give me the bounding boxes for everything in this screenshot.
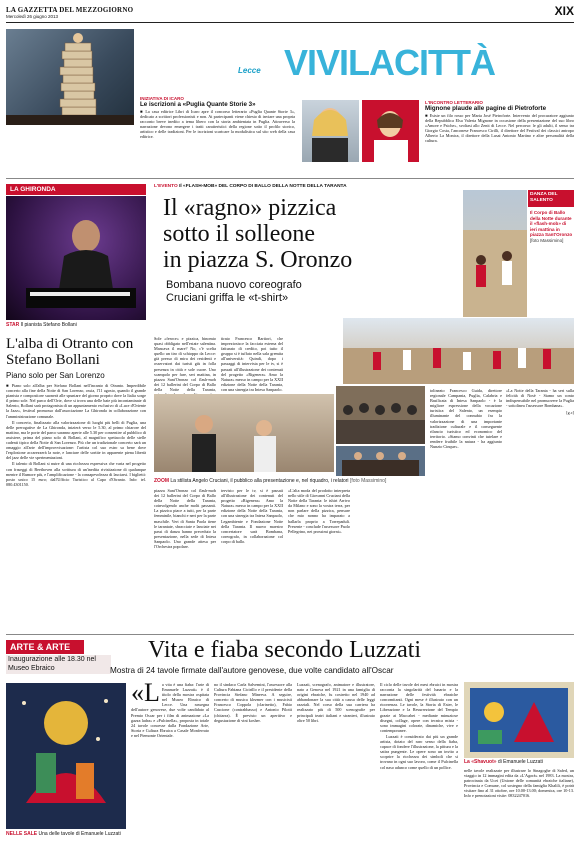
ghironda-body-1: ■ Piano solo all'alba per Stefano Bollani nell'incanto di Otranto. Imperdibile concerto alla fine della Notte di San Lorenzo, ossia, l'11 agosto, quando il grande pianista e compositore suonerà alle spuntare del giorno proprio dove la Italia sorge il primo sole. Nel parco dell'Orte, dove si trova una delle baie più incontaminate di Salento, Bollani sarà protagonista di un appuntamento esclusivo di «Luce d'Oriente la Jazz», festival promosso dall'associazione La Ghironda in collaborazione con l'amministrazione comunale. (6, 383, 146, 419)
arte-col-1-text: a vita è una fiaba: l'arte di Emanuele Luzzati» è il titolo della mostra ospitata nel Museo Ebraico di Lecce. Una rassegna dell'autore genovese, due volte candidato al Premio Oscar per i film di animazione «La gazza ladra» e «Pulcinella», proposta in totale 24 tavole concesse dalla Fondazione Arte, Storia e Cultura Ebraica a Casale Monferrato e nel Piemonte Orientale. (131, 682, 209, 738)
top-left-headline: Le iscrizioni a «Puglia Quante Storie 3» (140, 101, 256, 108)
books-illustration (6, 29, 134, 125)
masthead-rule (6, 22, 574, 23)
main-col-3 (154, 488, 216, 628)
page-number: XIX (554, 4, 574, 18)
zoom-caption-credit: [foto Massimino] (349, 478, 387, 484)
arte-col-2-text: no il sindaco Carla Salvemini, l'assessore alla Cultura Fabiana Cicirillo e il presidente della Provincia Stefano Minerva. A seguire, concerto di musica klezmer con i musicisti Francesco Coppola (clarinetto), Fabio Cascione (contrabbasso) e Antonio Pilotti (chitarra). È previsto un aperitivo e degustazione di vini kosher. (214, 682, 292, 723)
dance-photo-main (463, 190, 527, 317)
main-kicker-text: Il «FLASH-MOB» DEL CORPO DI BALLO DELLA NOTTE DELLA TARANTA (179, 184, 347, 189)
main-headline-line-2: sotto il solleone (163, 221, 315, 247)
bollani-photo (6, 196, 146, 320)
dance-photo-strip (343, 318, 574, 384)
luzzati-photo-1 (6, 683, 126, 829)
shavuot-caption-text: di Emanuele Luzzati (497, 759, 543, 765)
arte-col-4 (380, 682, 458, 830)
nelle-caption (6, 831, 156, 837)
top-left-body: ■ La casa editrice Libri di Icaro apre il concorso letterario «Puglia Quante Storie 3», dedicato a scrittori professionisti e non. Ai partecipanti viene chiesto di inviare una propria racconto breve inedito a tema libero con la storia ambientata in Puglia. Attraverso la narrazione devono emergere i tratti caratteristici della regione sotto il profilo storico, artistico e delle tradizioni. Per le iscrizioni scaricare la modulistica sul sito web della casa editrice. (140, 109, 295, 140)
main-subhead-line-2: Cruciani griffa le «t-shirt» (166, 292, 289, 304)
ghironda-body-2: Il concerto, finalizzato alla valorizzazione di luoghi più belli di Puglia, una delle prerogative de La Ghironda, inizierà verso le 5.30, al primo chiarore del mattino, ma le porte del parco saranno aperte alle 5.30 per consentire al pubblico di assistere, prima del piano solo di Bollani, al magnifico spettacolo delle stelle cadenti tipico della Notte di San Lorenzo. Più che un tradizionale concerto sarà un omaggio all'arte dell'improvvisazione: l'artista col suo estro sa bene dove l'esplosione accarezzerà la note, e lanciare delle sortite in apparente piena libertà del jazz delle vie sperimentazioni. (6, 419, 146, 461)
main-headline (163, 195, 463, 273)
arte-col-2 (214, 682, 292, 830)
main-end-mark: [g.c] (566, 410, 574, 416)
main-col-3-text: piazza Sant'Oronzo col flash-mob dei 12 ballerini del Corpo di Ballo della Notte della Taranta, coinvolgendo anche molti passanti. La pizzica piace a tutti, per la parte femminile, bianchi e neri per la parte maschile. Vert di Santa Paola tiene le tarantate, sbracciate e lanciate nei passi di danza hanno preceduto la presentazione, nella sede di Intesa Sanpaolo. Uno grande attesa per l'Orchestra popolare. (154, 488, 216, 550)
main-col-5 (288, 488, 350, 628)
dance-side-caption-text: Il Corpo di Ballo della Notte durante il «flash-mob» di ieri mattina in piazza Sant'Oronzo (530, 210, 573, 238)
main-headline-line-1: Il «ragno» pizzica (163, 195, 337, 221)
main-col-7-text: «La Notte della Taranta - ha seri sulla felicità di Nosè - Siamo un conto indispensabile nel promuovere la Puglia - sottolinea l'assessore Bombana». (506, 388, 574, 409)
zoom-photo-2 (336, 386, 425, 444)
ghironda-headline: L'alba di Otranto con Stefano Bollani (6, 336, 134, 368)
arte-col-6 (464, 768, 574, 836)
arte-subhead: Mostra di 24 tavole firmate dall'autore genovese, due volte candidato all'Oscar (110, 666, 394, 675)
dance-side-credit: [foto Massimino] (530, 237, 564, 243)
masthead (6, 4, 574, 22)
dance-side-label: DANZA DEL SALENTO (528, 190, 574, 207)
ghironda-subhead: Piano solo per San Lorenzo (6, 371, 105, 380)
main-subhead-line-1: Bombana nuovo coreografo (166, 279, 302, 291)
bollani-caption-lead: STAR (6, 322, 20, 328)
arte-headline: Vita e fiaba secondo Luzzati (148, 637, 422, 663)
shavuot-photo (464, 682, 574, 758)
main-kicker (154, 184, 534, 189)
main-col-5-text: «L'alta moda del prodotto interpreta nello stile di Giovanni Cruciani della Notte della Taranta: le tshirt Arrivo da Milano e sono la vostra terra, per non parlare della pizzica, pensare che mio nonno ha imparato a ballarla proprio a Torrepaduli. Presente - conclude l'assessore Paolo Pellegrino, nei prossimi giorni». (288, 488, 350, 534)
main-col-7 (506, 388, 574, 628)
arte-info: Inaugurazione alle 18.30 nel Museo Ebraico (6, 655, 111, 674)
main-col-4 (221, 488, 283, 628)
main-col-6-text: tolineato Francesco Guida, direttore regionale Campania, Puglia, Calabria e Basilicata di Intesa Sanpaolo - è la migliore espressione della vocazione turistica del Salento, un esempio illuminante del connubio fra la valorizzazione di una importante tradizione culturale e il conseguente rilancio turistico ed economico del territorio. «Siamo convinti che tutelare e rendere fruibile la natura - ha aggiunto Nunzio Cinque». (430, 388, 502, 450)
top-right-tag: L'INCONTRO LETTERARIO (425, 100, 483, 105)
arte-label: ARTE & ARTE (6, 640, 84, 654)
shavuot-caption (464, 759, 574, 765)
arte-col-1 (131, 682, 209, 830)
zoom-photo-3 (336, 446, 425, 476)
main-kicker-red: L'EVENTO (154, 184, 178, 189)
arte-col-3-text: Luzzati, scenografo, animatore e illustratore, nato a Genova nel 1921 in una famiglia di origini ebraiche, fu costretto nel 1940 ad abbandonare la sua città a causa delle leggi razziali. Nel corso della sua carriera ha realizzato più di 500 scenografie per principali teatri italiani e stranieri, illustrato oltre 50 libri. (297, 682, 375, 723)
nelle-caption-lead: NELLE SALE (6, 831, 38, 837)
top-right-article (425, 100, 574, 144)
bollani-caption (6, 322, 146, 328)
portrait-photo-1 (302, 100, 359, 162)
main-col-6 (430, 388, 502, 628)
main-col-1-text: Sole «feroce» e pizzica, binomio quasi obbligato nell'estate salentina. Mancava il mare? No, c'è scelta quello un tiro di schioppo da Lecce: già presso di mira dei residenti e osservatori dai turisti giù in folla presenza in città e sole cuore. Uno scampolo per fare, seri mattina, in piazza Sant'Oronzo col flash-mob dei 12 ballerini del Corpo di Ballo della Notte della Taranta, (154, 336, 216, 392)
main-headline-line-3: in piazza S. Oronzo (163, 247, 353, 273)
books-photo (6, 29, 134, 125)
main-col-4-text: tervisto per le tv, si è passati all'illustrazione dei contenuti del progetto «Rigenera» Amo la Natura» messo in campo per la XXII edizione della Notte della Taranta, con una sinergia tra Intesa Sanpaolo, Legambiente e Fondazione Notte della Taranta. Il nuovo maestro concertatore sarà Bombana, coreografo, in collaborazione col corpo di ballo. (221, 488, 283, 544)
zoom-caption (154, 478, 424, 484)
arte-dropcap: «L (131, 682, 160, 707)
ghironda-body (6, 383, 146, 623)
arte-col-6-text: nelle tavole realizzate per illustrare lo Sinagoghe di Safed, un viaggio in 12 immagini edita da «L'Agorà» nel 1983. La mostra, patrocinata da Ucei (Unione delle comunità ebraiche italiane), Provincia e Comune, col sostegno della famiglia Khalili, è potrà visitare fino al 31 ottobre, ore 10.00-13.00; domenica, ore 10-13. Info e prenotazioni visite: 0832247016. (464, 768, 574, 799)
top-rule (6, 178, 574, 179)
portrait-photo-2 (362, 100, 419, 162)
top-right-body: ■ Esiste un filo rosso per Maria José Pietroforte. Intervento del procuratore aggiunto della Repubblica Elsa Valeria Mignone in occasione della presentazione del suo libro «Amore e Psiche», svoltasi allo Zenit di Lecce. Nel percorso: le gli adulti, il senso tra Giorgio Costa, l'anconese Francesco Cirilli, il direttore del Festival dei classici antropo Alberto La Monica, il direttore della Lusai Antonio Martino e altre personalità della cultura. (425, 113, 574, 144)
shavuot-caption-lead: La «Shavuot» (464, 759, 497, 765)
section-title: VIVILACITTÀ (284, 42, 495, 83)
arte-col-3 (297, 682, 375, 830)
arte-col-4-text: Il ciclo delle tavole dei mesi ebraici in mostra racconta la singolarità del lunario e la narrazione delle festività ebraiche concomitanti. Ogni mese è illustrato con un ricorrenza. Le tavole, la Storia di Ester, le Liberazione e la Resurrezione del Tempio grazie ai Maccabei - mediante minuziose disegni, collage, opere con tecnica mista - sono immagini colorate, dinamiche, vive e contemporanee. (380, 682, 458, 733)
ghironda-label: LA GHIRONDA (6, 184, 146, 195)
top-left-tag: INIZIATIVA DI ICARO (140, 96, 184, 101)
arte-col-5-text: Luzzati è considerato dai più un grande artista, dotato del raro senso della fiaba, capace di fondere l'illustrazione, la pittura e la satira pungente. Le opere sono un invito a scoprire la ricchezza dei simboli che si trovano in ogni suo lavoro, come il Pulcinella col naso adunco come quello di un pollice. (380, 733, 458, 770)
top-left-article (140, 96, 295, 140)
zoom-photo-1 (154, 394, 334, 472)
ghironda-body-3: Il talento di Bollani si nutre di una ricchezza espressiva che varia nel progetto con fraseggi di Beethoven alla scrittura di un'inedita rivisitazione di qualunque mentre il Rumore più, e l'amplificazione - la consapevolezza di lasciarsi. I biglietti: posto unico 15 euro; dall'Ufficio Turistico al Capo d'Otranto. Info: tel. 080.4301150. (6, 461, 146, 487)
main-subhead (166, 279, 446, 305)
main-col-2-text: tirato Francesco Bartiori, che impreziosisce la facciata esterna del fatturato di credito, poi tutto il gruppo si è tuffato nella sala gremita all'università: Quindi, dopo i passaggi di intervista per le tv, si è passati all'illustrazione dei contenuti del progetto «Rigenera» Amo la Natura» messo in campo per la XXII edizione della Notte della Taranta, con una sinergia tra Intesa Sanpaolo. (221, 336, 283, 392)
paper-name: LA GAZZETTA DEL MEZZOGIORNO (6, 6, 134, 14)
top-right-headline: Mignone plaude alle pagine di Pietroforte (425, 105, 547, 112)
section-city: Lecce (238, 66, 261, 75)
zoom-caption-lead: ZOOM (154, 478, 169, 484)
bollani-caption-text: Il pianista Stefano Bollani (20, 322, 77, 328)
zoom-caption-text: La stilista Angelo Cruciani, il pubblico alla presentazione e, nel riquadro, i relatori (170, 478, 349, 484)
nelle-caption-text: Una delle tavole di Emanuele Luzzati (38, 831, 121, 837)
middle-rule (6, 634, 574, 635)
issue-date: Mercoledì 26 giugno 2013 (6, 14, 59, 19)
dance-side-caption (530, 210, 574, 244)
